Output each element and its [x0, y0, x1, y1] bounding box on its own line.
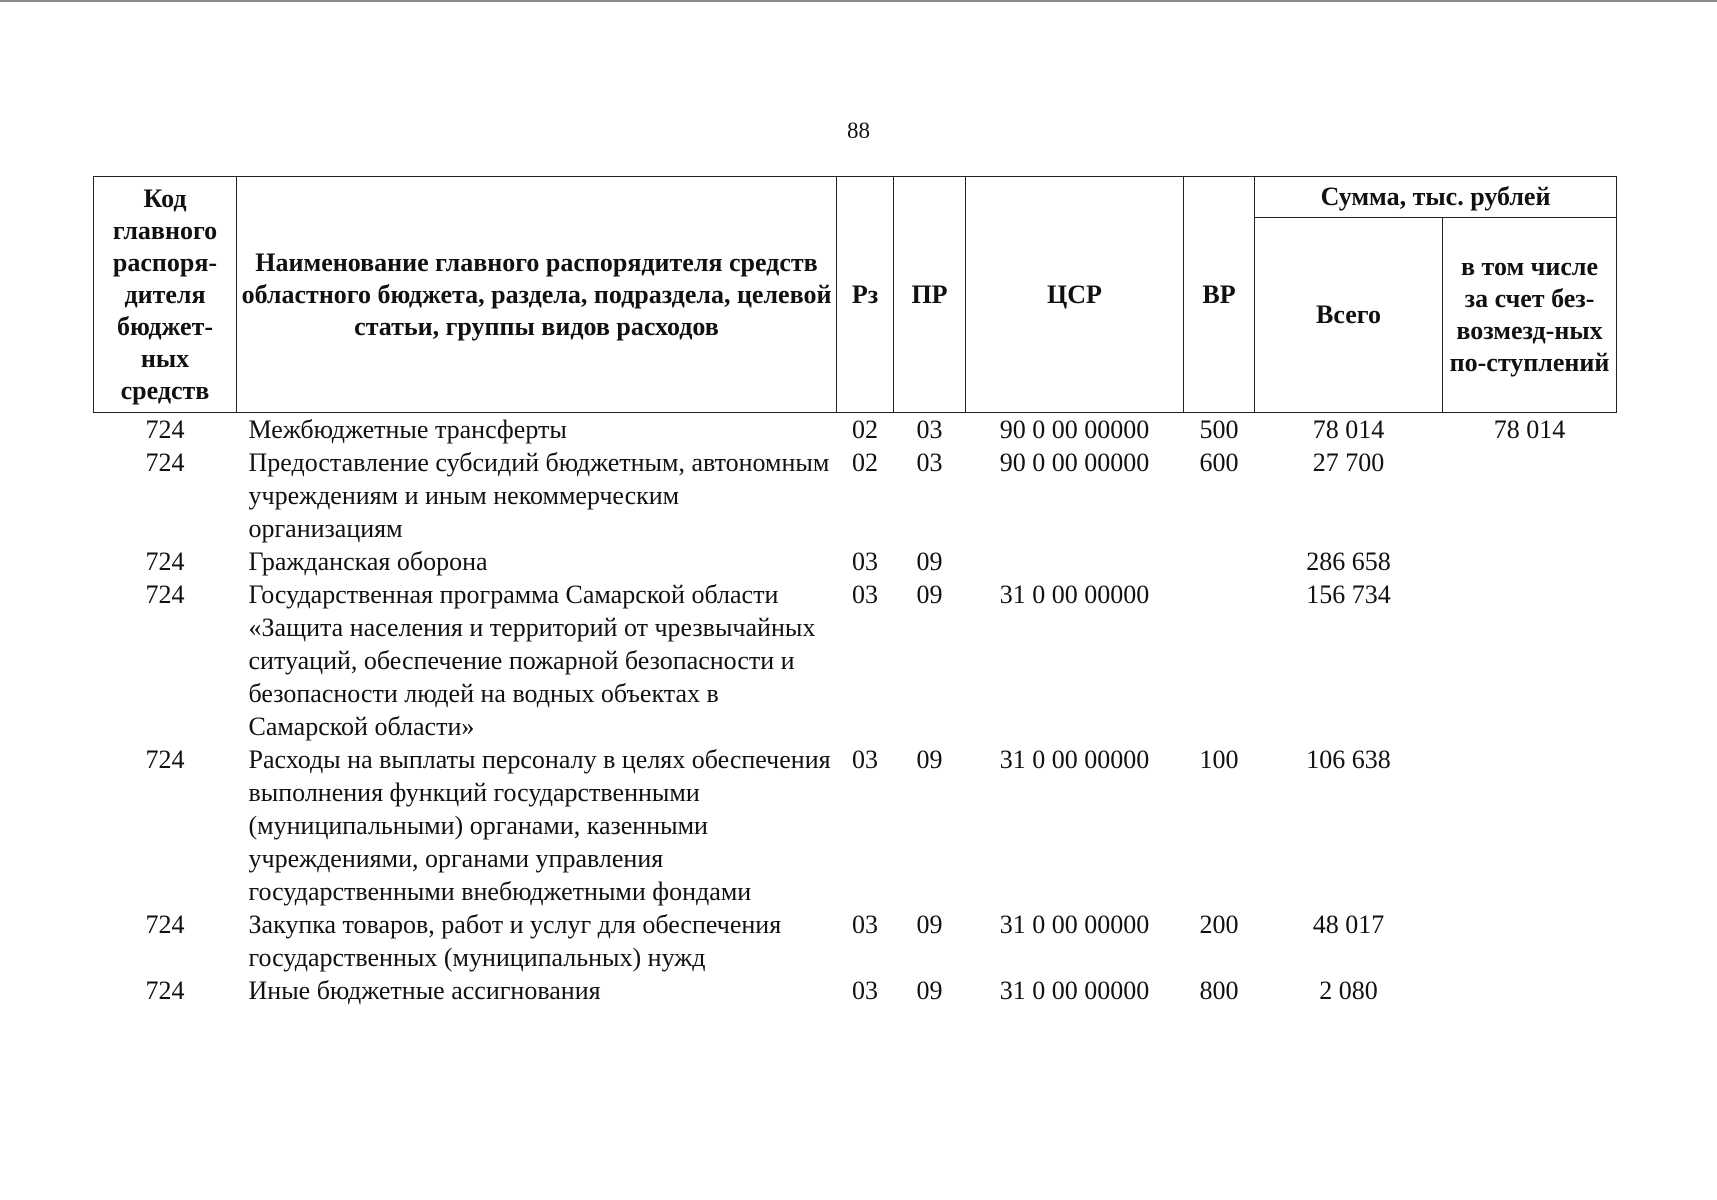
row-pr: 09: [916, 910, 943, 939]
budget-table: [93, 176, 1617, 1007]
row-code: 724: [145, 448, 185, 477]
row-rz: 02: [852, 415, 878, 444]
row-free: 78 014: [1493, 415, 1566, 444]
row-free: [1443, 908, 1617, 974]
table-row: [94, 743, 1617, 908]
row-code: 724: [145, 580, 185, 609]
row-total: 106 638: [1306, 745, 1391, 774]
row-vr: 600: [1199, 448, 1239, 477]
row-code: 724: [145, 976, 185, 1005]
row-rz: 03: [852, 976, 878, 1005]
row-name: Государственная программа Самарской области «Защита населения и территорий от чрезвычайных ситуаций, обеспечение пожарной безопасности и безопасности людей на водных объектах в Самарской области»: [248, 580, 816, 741]
table-header: [94, 177, 1617, 413]
row-total: 48 017: [1312, 910, 1385, 939]
row-rz: 03: [852, 580, 878, 609]
header-code: Код главного распоря-дителя бюджет-ных средств: [94, 177, 237, 413]
row-name: Иные бюджетные ассигнования: [248, 976, 601, 1005]
row-pr: 03: [916, 448, 943, 477]
row-free: [1443, 578, 1617, 743]
row-rz: 03: [852, 745, 878, 774]
row-name: Закупка товаров, работ и услуг для обеспечения государственных (муниципальных) нужд: [248, 910, 782, 972]
row-code: 724: [145, 910, 185, 939]
table-row: [94, 908, 1617, 974]
row-rz: 03: [852, 547, 878, 576]
row-pr: 03: [916, 415, 943, 444]
row-vr: 500: [1199, 415, 1239, 444]
row-code: 724: [145, 415, 185, 444]
row-free: [1443, 974, 1617, 1007]
row-csr: 90 0 00 00000: [999, 415, 1150, 444]
header-name: Наименование главного распорядителя средств областного бюджета, раздела, подраздела, целевой статьи, группы видов расходов: [237, 177, 837, 413]
row-csr: 31 0 00 00000: [999, 580, 1150, 609]
row-free: [1443, 545, 1617, 578]
table-body: [94, 413, 1617, 1008]
page-number: 88: [847, 118, 870, 143]
table-row: [94, 974, 1617, 1007]
row-total: 2 080: [1319, 976, 1378, 1005]
row-total: 286 658: [1306, 547, 1391, 576]
row-csr: [966, 545, 1184, 578]
header-rz: Рз: [837, 177, 894, 413]
row-name: Предоставление субсидий бюджетным, автономным учреждениям и иным некоммерческим организациям: [248, 448, 830, 543]
header-sum-group: Сумма, тыс. рублей: [1255, 177, 1617, 218]
row-code: 724: [145, 745, 185, 774]
row-rz: 02: [852, 448, 878, 477]
row-free: [1443, 743, 1617, 908]
row-total: 156 734: [1306, 580, 1391, 609]
top-border-line: [0, 0, 1717, 2]
header-free: в том числе за счет без-возмезд-ных по-ступлений: [1443, 218, 1617, 413]
row-total: 27 700: [1312, 448, 1385, 477]
row-csr: 31 0 00 00000: [999, 910, 1150, 939]
table-row: [94, 446, 1617, 545]
row-vr: 100: [1199, 745, 1239, 774]
row-csr: 90 0 00 00000: [999, 448, 1150, 477]
table-row: [94, 545, 1617, 578]
row-csr: 31 0 00 00000: [999, 976, 1150, 1005]
header-csr: ЦСР: [966, 177, 1184, 413]
row-pr: 09: [916, 580, 943, 609]
row-name: Расходы на выплаты персоналу в целях обеспечения выполнения функций государственными (муниципальными) органами, казенными учреждениями, органами управления государственными внебюджетными фондами: [248, 745, 831, 906]
row-vr: [1184, 578, 1255, 743]
row-total: 78 014: [1312, 415, 1385, 444]
table-row: [94, 413, 1617, 447]
row-free: [1443, 446, 1617, 545]
header-total: Всего: [1255, 218, 1443, 413]
table-row: [94, 578, 1617, 743]
row-vr: [1184, 545, 1255, 578]
row-pr: 09: [916, 547, 943, 576]
row-vr: 800: [1199, 976, 1239, 1005]
row-pr: 09: [916, 745, 943, 774]
header-pr: ПР: [894, 177, 966, 413]
row-code: 724: [145, 547, 185, 576]
row-csr: 31 0 00 00000: [999, 745, 1150, 774]
row-vr: 200: [1199, 910, 1239, 939]
header-vr: ВР: [1184, 177, 1255, 413]
row-name: Гражданская оборона: [248, 547, 488, 576]
row-rz: 03: [852, 910, 878, 939]
row-name: Межбюджетные трансферты: [248, 415, 567, 444]
row-pr: 09: [916, 976, 943, 1005]
